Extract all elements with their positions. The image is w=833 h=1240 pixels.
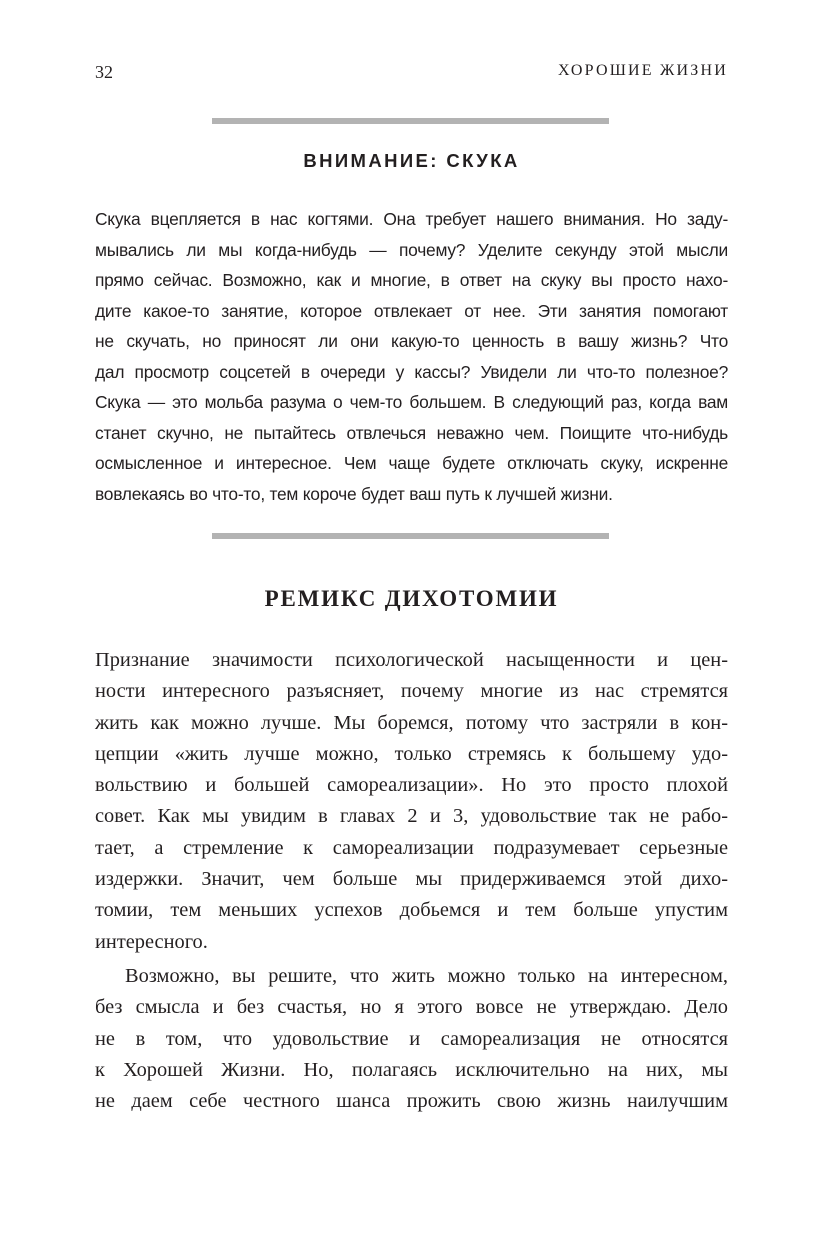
sidebar-line: станет скучно, не пытайтесь отвлечься неважно чем. Поищите что-нибудь [95,422,728,443]
body-line: Возможно, вы решите, что жить можно только на интересном, [125,964,728,987]
sidebar-line: Скука — это мольба разума о чем-то большем. В следующий раз, когда вам [95,392,728,412]
paragraph-1 [95,645,728,958]
sidebar-line: не скучать, но приносят ли они какую-то ценность в вашу жизнь? Что [95,331,728,351]
sidebar-bottom-rule [212,533,609,539]
body-line: ности интересного разъясняет, почему многие из нас стремятся [95,680,728,703]
paragraph-2 [95,961,728,1117]
sidebar-line: дал просмотр соцсетей в очереди у кассы? Увидели ли что-то полезное? [95,361,728,382]
body-line: томии, тем меньших успехов добьемся и тем больше упустим [95,899,728,922]
body-line: вольствию и большей самореализации». Но это просто плохой [95,774,728,797]
body-line: интересного. [95,930,208,953]
body-line: без смысла и без счастья, но я этого вовсе не утверждаю. Дело [95,996,728,1019]
running-head-title: ХОРОШИЕ ЖИЗНИ [557,62,728,79]
sidebar-line: дите какое-то занятие, которое отвлекает от нее. Эти занятия помогают [95,300,728,321]
sidebar-line: вовлекаясь во что-то, тем короче будет ваш путь к лучшей жизни. [95,483,613,504]
body-line: к Хорошей Жизни. Но, полагаясь исключительно на них, мы [95,1058,728,1081]
sidebar-line: осмысленное и интересное. Чем чаще будете отключать скуку, искренне [95,453,728,473]
body-line: совет. Как мы увидим в главах 2 и 3, удовольствие так не рабо- [95,805,728,828]
sidebar-body [95,204,728,509]
body-line: не в том, что удовольствие и самореализация не относятся [95,1027,728,1050]
body-line: тает, а стремление к самореализации подразумевает серьезные [95,836,728,859]
main-body [95,645,728,1117]
body-line: не даем себе честного шанса прожить свою жизнь наилучшим [95,1090,728,1113]
sidebar-title: ВНИМАНИЕ: СКУКА [303,150,520,171]
sidebar-line: прямо сейчас. Возможно, как и многие, в ответ на скуку вы просто нахо- [95,270,728,290]
page-number: 32 [95,62,113,82]
body-line: издержки. Значит, чем больше мы придерживаемся этой дихо- [95,868,728,891]
body-line: цепции «жить лучше можно, только стремясь к большему удо- [95,742,728,765]
running-head [95,62,728,86]
body-line: Признание значимости психологической насыщенности и цен- [95,649,728,671]
sidebar-top-rule [212,118,609,124]
sidebar-line: мывались ли мы когда-нибудь — почему? Уделите секунду этой мысли [95,239,728,260]
body-line: жить как можно лучше. Мы боремся, потому что застряли в кон- [95,711,728,734]
section-title: РЕМИКС ДИХОТОМИИ [264,586,559,611]
sidebar-line: Скука вцепляется в нас когтями. Она требует нашего внимания. Но заду- [95,209,728,229]
